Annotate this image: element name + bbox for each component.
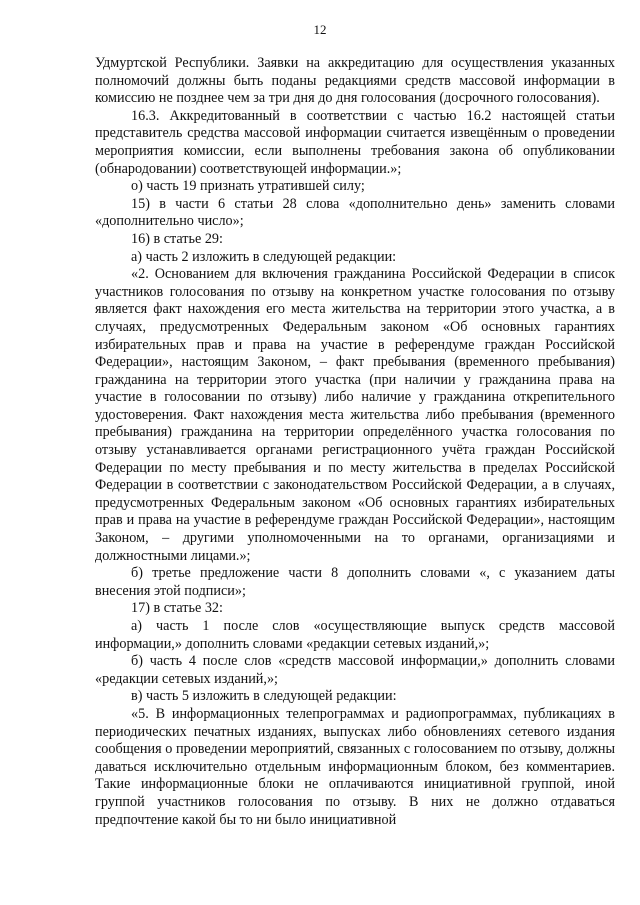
paragraph-3: о) часть 19 признать утратившей силу;: [131, 178, 365, 195]
paragraph-8: б) третье предложение части 8 дополнить словами «, с указанием даты внесения этой подписи»;: [95, 565, 615, 599]
paragraph-9: 17) в статье 32:: [131, 600, 223, 617]
paragraph-2: 16.3. Аккредитованный в соответствии с частью 16.2 настоящей статьи представитель средства массовой информации считается извещённым о проведении мероприятия комиссии, если выполнены требования закона об опубликовании (обнародовании) соответствующей информации.»;: [95, 107, 615, 177]
document-body: [95, 55, 615, 829]
paragraph-12: в) часть 5 изложить в следующей редакции:: [131, 688, 397, 705]
paragraph-7: «2. Основанием для включения гражданина Российской Федерации в список участников голосования по отзыву на конкретном участке голосования по отзыву является факт нахождения его места жительства на территории этого участка, а в случаях, предусмотренных Федеральным законом «Об основных гарантиях избирательных прав и права на участие в референдуме граждан Российской Федерации», настоящим Законом, – факт пребывания (временного пребывания) гражданина на территории этого участка (при наличии у гражданина права на участие в голосовании по отзыву) либо наличие у гражданина открепительного удостоверения. Факт нахождения места жительства либо пребывания (временного пребывания) гражданина на территории определённого участка голосования по отзыву устанавливается органами регистрационного учёта граждан Российской Федерации по месту пребывания и по месту жительства в пределах Российской Федерации в соответствии с законодательством Российской Федерации, а в случаях, предусмотренных Федеральным законом «Об основных гарантиях избирательных прав и права на участие в референдуме граждан Российской Федерации», настоящим Законом, – другими уполномоченными на то органами, организациями и должностными лицами.»;: [95, 266, 615, 564]
paragraph-5: 16) в статье 29:: [131, 230, 223, 247]
page-number: 12: [313, 22, 327, 37]
paragraph-13: «5. В информационных телепрограммах и радиопрограммах, публикациях в периодических печатных изданиях, выпусках либо обновлениях сетевого издания сообщения о проведении мероприятий, связанных с голосованием по отзыву, должны даваться исключительно отдельным информационным блоком, без комментариев. Такие информационные блоки не оплачиваются инициативной группой, иной группой участников голосования по отзыву. В них не должно отдаваться предпочтение какой бы то ни было инициативной: [95, 705, 615, 828]
paragraph-10: а) часть 1 после слов «осуществляющие выпуск средств массовой информации,» дополнить словами «редакции сетевых изданий,»;: [95, 618, 615, 652]
paragraph-6: а) часть 2 изложить в следующей редакции:: [131, 248, 397, 265]
paragraph-11: б) часть 4 после слов «средств массовой информации,» дополнить словами «редакции сетевых изданий,»;: [95, 653, 615, 687]
paragraph-4: 15) в части 6 статьи 28 слова «дополнительно день» заменить словами «дополнительно число»;: [95, 195, 615, 230]
paragraph-1: Удмуртской Республики. Заявки на аккредитацию для осуществления указанных полномочий должны быть поданы редакциями средств массовой информации в комиссию не позднее чем за три дня до дня голосования (досрочного голосования).: [95, 55, 615, 107]
